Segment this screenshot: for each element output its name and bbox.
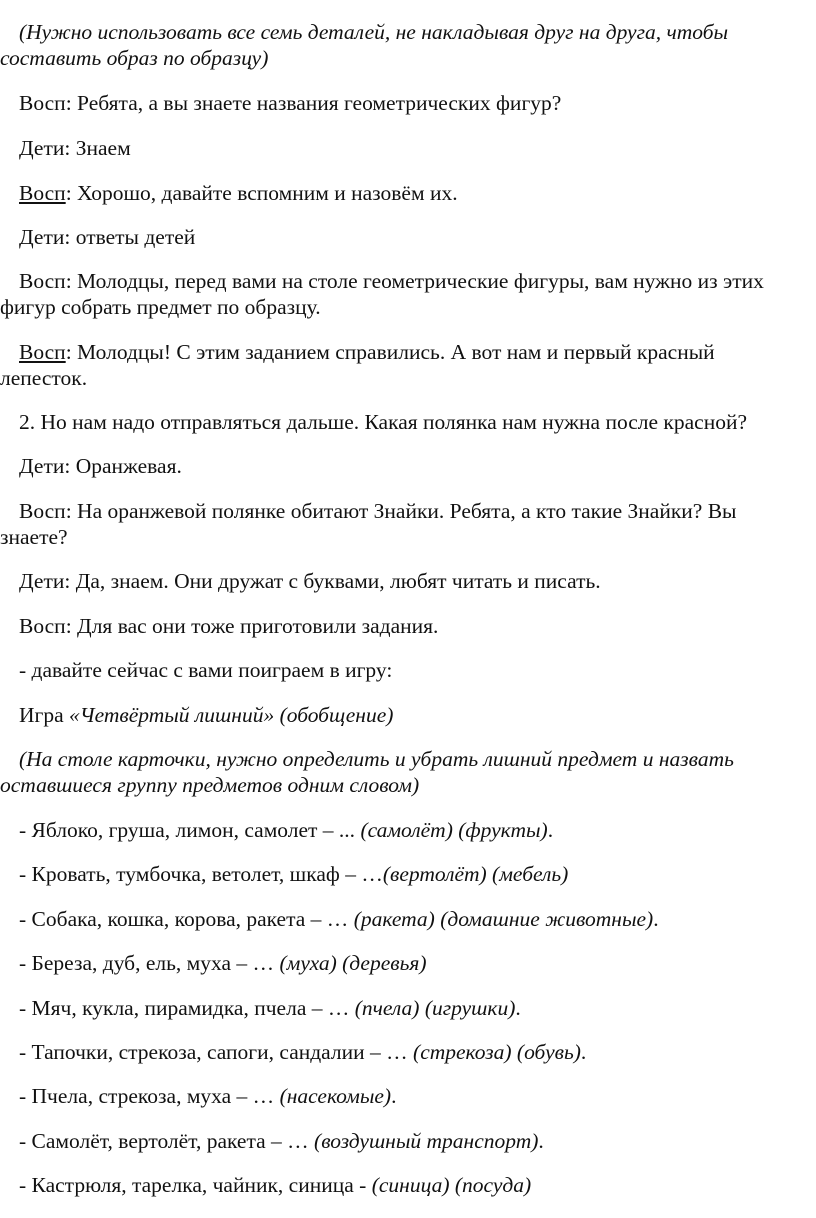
text-line	[0, 339, 814, 365]
item-text: - Береза, дуб, ель, муха – …	[19, 951, 280, 975]
instruction-paragraph	[0, 746, 814, 798]
dialogue-paragraph	[0, 90, 814, 116]
dialogue-paragraph	[0, 268, 814, 320]
text-line	[0, 906, 814, 932]
speaker-label: Дети	[19, 136, 65, 160]
dialogue-paragraph	[0, 180, 814, 206]
text-line	[0, 861, 814, 887]
text-line	[0, 950, 814, 976]
text-line	[0, 817, 814, 843]
list-item	[0, 1039, 814, 1065]
text-line	[0, 1083, 814, 1109]
text-line: 2. Но нам надо отправляться дальше. Какая полянка нам нужна после красной?	[19, 410, 748, 434]
list-item	[0, 995, 814, 1021]
item-answer: (стрекоза) (обувь)	[413, 1040, 581, 1064]
speaker-label: Дети	[19, 569, 65, 593]
speaker-label: Восп	[19, 91, 66, 115]
dialogue-paragraph	[0, 568, 814, 594]
text-line	[0, 498, 814, 524]
text-line	[0, 224, 814, 250]
item-text: - Тапочки, стрекоза, сапоги, сандалии – …	[19, 1040, 414, 1064]
item-end: .	[547, 818, 554, 842]
item-end: .	[515, 996, 521, 1020]
text-line	[0, 702, 814, 728]
item-end: .	[580, 1040, 587, 1064]
list-item	[0, 1128, 814, 1154]
dialogue-paragraph	[0, 498, 814, 550]
instruction-paragraph	[0, 19, 814, 71]
item-text: - Пчела, стрекоза, муха – …	[19, 1084, 280, 1108]
dialogue-paragraph	[0, 135, 814, 161]
speech-text: : Ребята, а вы знаете названия геометрических фигур?	[65, 91, 562, 115]
item-answer: (синица) (посуда)	[371, 1173, 532, 1197]
speech-text: : На оранжевой полянке обитают Знайки. Ребята, а кто такие Знайки? Вы	[65, 499, 737, 523]
text-line	[0, 1039, 814, 1065]
speech-text: : Оранжевая.	[64, 454, 182, 478]
list-item	[0, 1172, 814, 1198]
list-item	[0, 950, 814, 976]
text-line	[0, 135, 814, 161]
text-line: фигур собрать предмет по образцу.	[0, 295, 321, 319]
text-line	[0, 613, 814, 639]
speech-text: : Для вас они тоже приготовили задания.	[65, 614, 439, 638]
item-end: .	[538, 1129, 544, 1153]
speaker-label: Восп	[19, 340, 66, 364]
speech-text: : Да, знаем. Они дружат с буквами, любят читать и писать.	[64, 569, 601, 593]
text-line	[0, 268, 814, 294]
item-answer: (вертолёт) (мебель)	[382, 862, 569, 886]
speech-text: : Молодцы! С этим заданием справились. А вот нам и первый красный	[65, 340, 715, 364]
text-line	[0, 995, 814, 1021]
dialogue-paragraph	[0, 339, 814, 391]
game-title-paragraph	[0, 702, 814, 728]
list-item	[0, 906, 814, 932]
item-answer: (муха) (деревья)	[279, 951, 427, 975]
narration-paragraph	[0, 409, 814, 435]
speaker-label: Восп	[19, 499, 66, 523]
item-text: - Яблоко, груша, лимон, самолет – ...	[19, 818, 361, 842]
item-end: .	[653, 907, 659, 931]
text-line	[0, 1172, 814, 1198]
dialogue-paragraph	[0, 224, 814, 250]
text-line: (Нужно использовать все семь деталей, не накладывая друг на друга, чтобы	[19, 20, 729, 44]
item-answer: (ракета) (домашние животные)	[353, 907, 654, 931]
game-title: «Четвёртый лишний» (обобщение)	[69, 703, 394, 727]
dialogue-paragraph	[0, 453, 814, 479]
list-item	[0, 1083, 814, 1109]
text-line: - давайте сейчас с вами поиграем в игру:	[19, 658, 393, 682]
speech-text: : Молодцы, перед вами на столе геометрические фигуры, вам нужно из этих	[65, 269, 764, 293]
text-line: (На столе карточки, нужно определить и убрать лишний предмет и назвать	[19, 747, 734, 771]
speaker-label: Восп	[19, 269, 66, 293]
item-text: - Собака, кошка, корова, ракета – …	[19, 907, 354, 931]
list-item	[0, 861, 814, 887]
item-end: .	[391, 1084, 397, 1108]
text-line	[0, 90, 814, 116]
text-line	[0, 453, 814, 479]
item-answer: (воздушный транспорт)	[314, 1129, 539, 1153]
speaker-label: Дети	[19, 454, 65, 478]
speech-text: : Знаем	[64, 136, 131, 160]
dialogue-paragraph	[0, 613, 814, 639]
text-line: лепесток.	[0, 366, 88, 390]
text-line: знаете?	[0, 525, 68, 549]
item-answer: (самолёт) (фрукты)	[360, 818, 548, 842]
speaker-label: Восп	[19, 181, 66, 205]
speaker-label: Дети	[19, 225, 65, 249]
narration-paragraph	[0, 657, 814, 683]
text-line	[0, 568, 814, 594]
list-item	[0, 817, 814, 843]
text-line: составить образ по образцу)	[0, 46, 269, 70]
speaker-label: Восп	[19, 614, 66, 638]
text-line	[0, 1128, 814, 1154]
text-line: оставшиеся группу предметов одним словом)	[0, 773, 420, 797]
item-answer: (насекомые)	[279, 1084, 392, 1108]
speech-text: : Хорошо, давайте вспомним и назовём их.	[65, 181, 458, 205]
item-text: - Самолёт, вертолёт, ракета – …	[19, 1129, 315, 1153]
item-text: - Кровать, тумбочка, ветолет, шкаф – …	[19, 862, 383, 886]
item-text: - Мяч, кукла, пирамидка, пчела – …	[19, 996, 355, 1020]
item-answer: (пчела) (игрушки)	[354, 996, 516, 1020]
game-prefix: Игра	[19, 703, 70, 727]
text-line	[0, 180, 814, 206]
speech-text: : ответы детей	[64, 225, 196, 249]
item-text: - Кастрюля, тарелка, чайник, синица -	[19, 1173, 372, 1197]
